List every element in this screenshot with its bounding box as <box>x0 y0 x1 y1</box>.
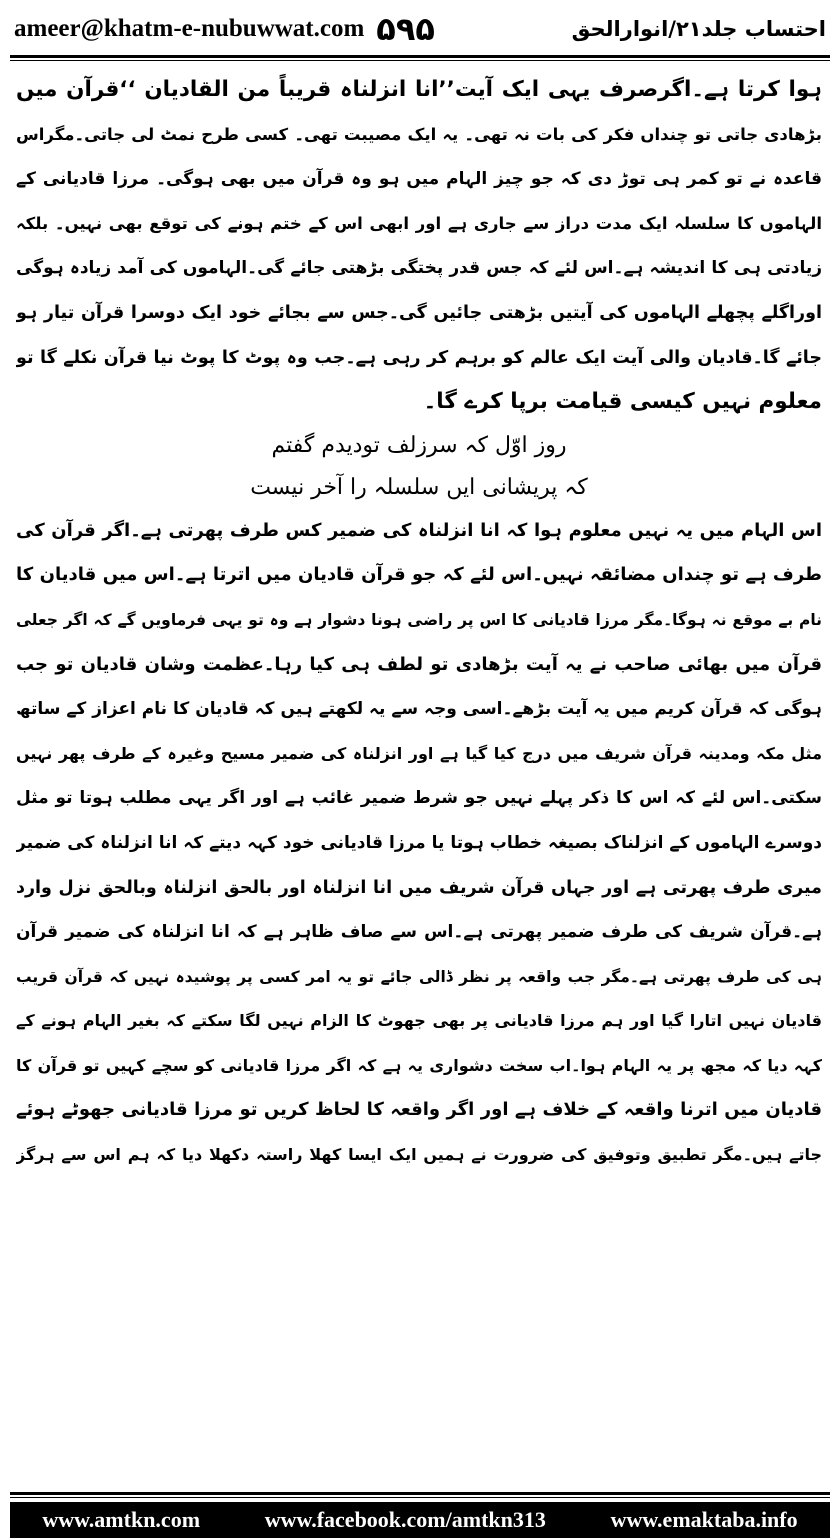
text-line: طرف ہے تو چنداں مضائقہ نہیں۔اس لئے کہ جو قرآن قادیان میں اترتا ہے۔اس میں قادیان کا <box>16 564 822 586</box>
text-line: اوراگلے پچھلے الہاموں کی آیتیں بڑھتی جائیں گی۔جس سے بجائے خود ایک دوسرا قرآن تیار ہو <box>16 302 822 323</box>
paragraph-2 <box>16 509 822 1178</box>
text-line: قادیان میں اترنا واقعہ کے خلاف ہے اور اگر واقعہ کا لحاظ کریں تو مرزا قادیانی جھوٹے ہوئے <box>16 1099 822 1121</box>
footer-link-amtkn[interactable]: www.amtkn.com <box>42 1507 201 1532</box>
text-line: قاعدہ نے تو کمر ہی توڑ دی کہ جو چیز الہام میں ہو وہ قرآن میں بھی ہوگی۔ مرزا قادیانی کے <box>16 169 822 190</box>
footer-bar <box>10 1502 830 1538</box>
verse-line: روز اوّل کہ سرزلف تودیدم گفتم <box>271 432 567 458</box>
text-line: ہی کی طرف پھرتی ہے۔مگر جب واقعہ پر نظر ڈالی جائے تو یہ امر کسی پر پوشیدہ نہیں کہ قرآن قریب <box>16 967 822 986</box>
header-left <box>14 10 435 48</box>
text-line: مثل مکہ ومدینہ قرآن شریف میں درج کیا گیا ہے اور انزلناہ کی ضمیر مسیح وغیرہ کے طرف پھر نہیں <box>16 743 822 763</box>
header-rule <box>10 55 830 58</box>
persian-verse <box>16 425 822 509</box>
paragraph-1 <box>16 68 822 425</box>
text-line: جائے گا۔قادیان والی آیت ایک عالم کو برہم کر رہی ہے۔جب وہ پوٹ کا پوٹ نیا قرآن نکلے گا تو <box>16 347 822 368</box>
text-line: ہے۔قرآن شریف کی طرف ضمیر پھرتی ہے۔اس سے صاف ظاہر ہے کہ انا انزلناہ کی ضمیر قرآن <box>16 922 822 943</box>
page-number: ۵۹۵ <box>376 10 435 48</box>
footer-rule <box>10 1492 830 1495</box>
text-line: کہہ دیا کہ مجھ پر یہ الہام ہوا۔اب سخت دشواری یہ ہے کہ اگر مرزا قادیانی کو سچے کہیں تو قرآن کا <box>16 1055 822 1075</box>
text-line: قرآن میں بھائی صاحب نے یہ آیت بڑھادی تو لطف ہی کیا رہا۔عظمت وشان قادیان تو جب <box>16 653 822 675</box>
text-line: نام بے موقع نہ ہوگا۔مگر مرزا قادیانی کا اس پر راضی ہونا دشوار ہے وہ تو یہی فرماویں گے کہ اگر جعلی <box>16 610 822 629</box>
book-title: احتساب جلد۲۱/انوارالحق <box>571 17 826 41</box>
text-line: زیادتی ہی کا اندیشہ ہے۔اس لئے کہ جس قدر پختگی بڑھتی جائے گی۔الہاموں کی آمد زیادہ ہوگی <box>16 258 822 279</box>
header-email[interactable]: ameer@khatm-e-nubuwwat.com <box>14 15 365 42</box>
text-line: میری طرف پھرتی ہے اور جہاں قرآن شریف میں انا انزلناہ اور بالحق انزلناہ وبالحق نزل وارد <box>16 877 822 898</box>
text-line: ہوگی کہ قرآن کریم میں یہ آیت بڑھے۔اسی وجہ سے یہ لکھتے ہیں کہ قادیان کا نام اعزاز کے ساتھ <box>16 699 822 720</box>
page-header <box>14 6 826 52</box>
text-line: الہاموں کا سلسلہ ایک مدت دراز سے جاری ہے اور ابھی اس کے ختم ہونے کی توقع بھی نہیں۔ بلکہ <box>16 213 822 233</box>
text-line: معلوم نہیں کیسی قیامت برپا کرے گا۔ <box>423 389 822 415</box>
footer-link-emaktaba[interactable]: www.emaktaba.info <box>610 1507 798 1532</box>
text-line: دوسرے الہاموں کے انزلناک بصیغہ خطاب ہوتا یا مرزا قادیانی خود کہہ دیتے کہ انا انزلناہ کی ضمیر <box>16 832 822 853</box>
text-line: قادیان نہیں اتارا گیا اور ہم مرزا قادیانی پر بھی جھوٹ کا الزام نہیں لگا سکتے کہ بغیر الہام ہونے کے <box>16 1011 822 1031</box>
page-body <box>16 68 822 1178</box>
verse-line: کہ پریشانی ایں سلسلہ را آخر نیست <box>250 474 588 500</box>
text-line: سکتی۔اس لئے کہ اس کا ذکر پہلے نہیں جو شرط ضمیر غائب ہے اور اگر یہی مطلب ہوتا تو مثل <box>16 788 822 809</box>
footer-rule-thin <box>10 1497 830 1498</box>
text-line: اس الہام میں یہ نہیں معلوم ہوا کہ انا انزلناہ کی ضمیر کس طرف پھرتی ہے۔اگر قرآن کی <box>16 519 822 541</box>
text-line: ہوا کرتا ہے۔اگرصرف یہی ایک آیت’’انا انزلناہ قریباً من القادیان ‘‘قرآن میں <box>16 77 822 102</box>
text-line: جاتے ہیں۔مگر تطبیق وتوفیق کی ضرورت نے ہمیں ایک ایسا کھلا راستہ دکھلا دیا کہ ہم اس سے ہرگز <box>16 1145 822 1165</box>
header-rule-thin <box>10 60 830 61</box>
text-line: بڑھادی جاتی تو چنداں فکر کی بات نہ تھی۔ یہ ایک مصیبت تھی۔ کسی طرح نمٹ لی جاتی۔مگراس <box>16 124 822 144</box>
footer-link-facebook[interactable]: www.facebook.com/amtkn313 <box>264 1507 546 1532</box>
